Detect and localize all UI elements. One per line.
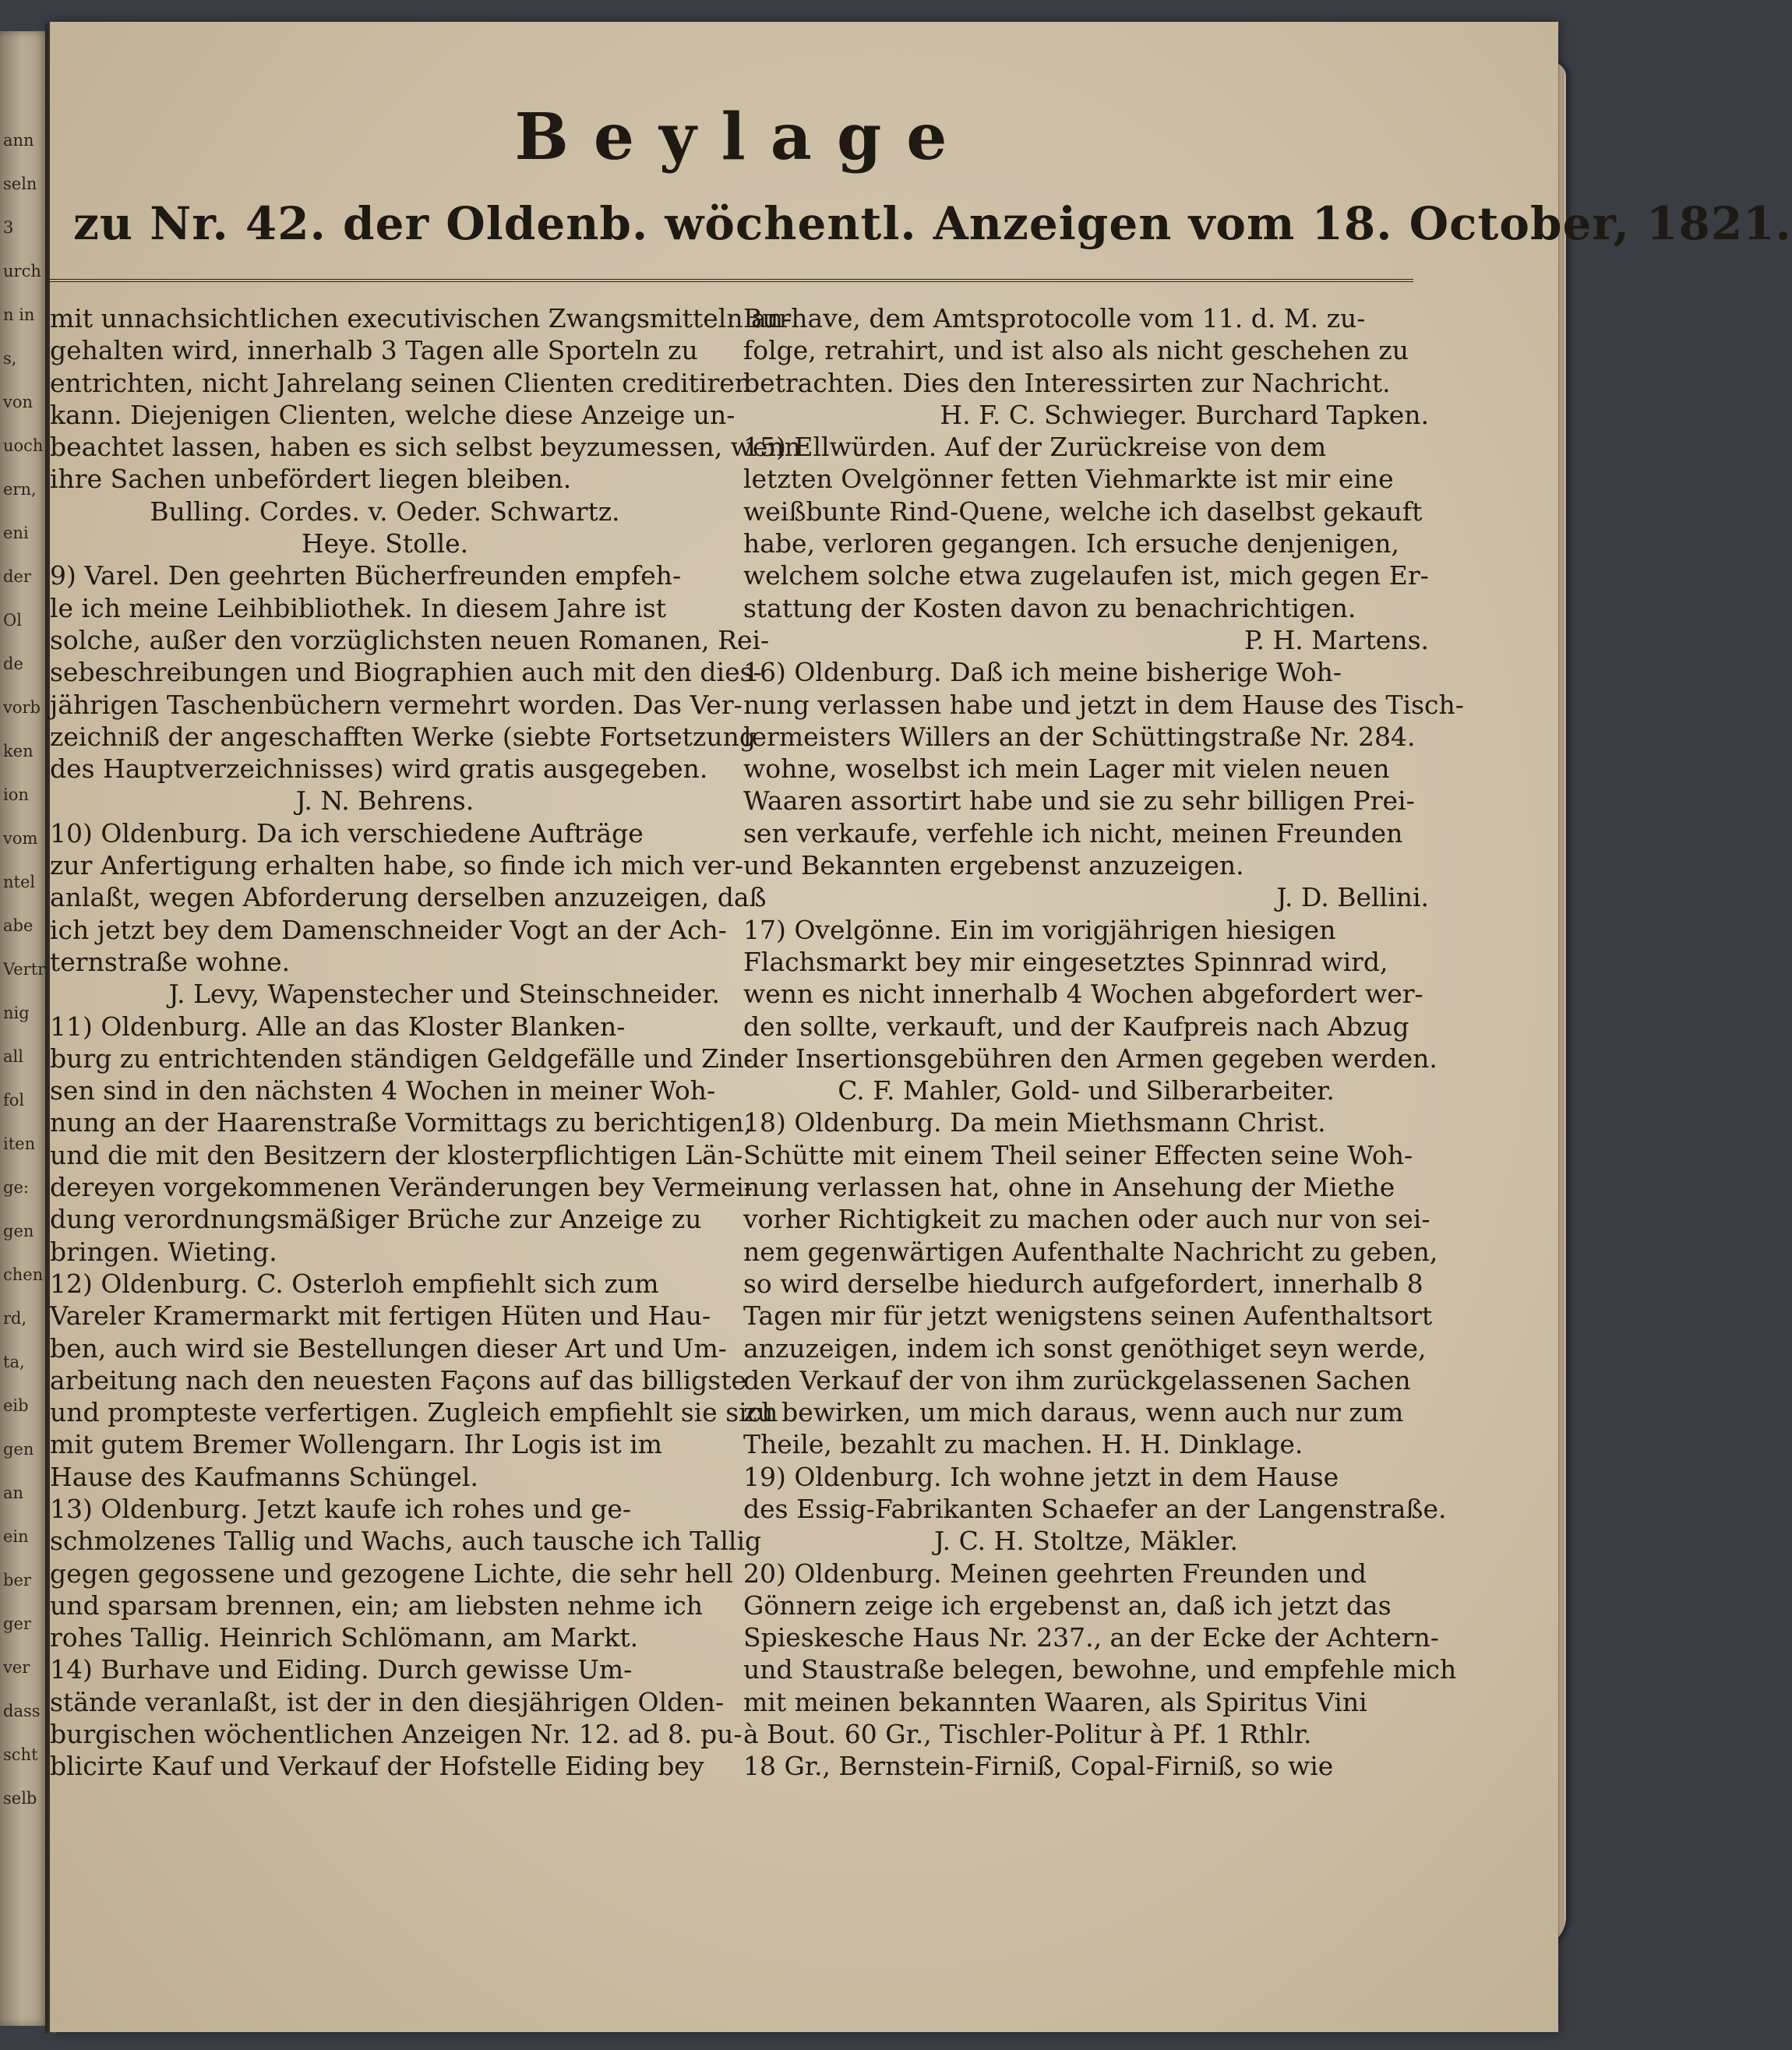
- text-line: und die mit den Besitzern der klosterpflichtigen Län-: [50, 1139, 743, 1170]
- text-line: kann. Diejenigen Clienten, welche diese Anzeige un-: [50, 399, 735, 430]
- facing-page-fragment: vorb: [3, 698, 41, 717]
- facing-page-fragment: selb: [3, 1789, 37, 1808]
- text-line: 11) Oldenburg. Alle an das Kloster Blanken-: [50, 1011, 626, 1042]
- text-line: Vareler Kramermarkt mit fertigen Hüten und Hau-: [50, 1300, 711, 1332]
- facing-page-fragment: von: [3, 393, 34, 411]
- facing-page-fragment: ern,: [3, 480, 37, 499]
- text-line: burg zu entrichtenden ständigen Geldgefälle und Zin-: [50, 1043, 753, 1074]
- text-line: den Verkauf der von ihm zurückgelassenen Sachen: [743, 1364, 1411, 1395]
- text-line: nung verlassen habe und jetzt in dem Hause des Tisch-: [743, 689, 1464, 720]
- text-line: bringen. Wieting.: [50, 1236, 277, 1267]
- text-line: J. Levy, Wapenstecher und Steinschneider.: [168, 979, 720, 1010]
- facing-page-fragment: iten: [3, 1134, 36, 1153]
- text-line: anlaßt, wegen Abforderung derselben anzuzeigen, daß: [50, 882, 767, 913]
- text-line: des Essig-Fabrikanten Schaefer an der Langenstraße.: [743, 1493, 1447, 1524]
- text-line: ihre Sachen unbefördert liegen bleiben.: [50, 464, 572, 495]
- text-line: Schütte mit einem Theil seiner Effecten seine Woh-: [743, 1139, 1413, 1170]
- newspaper-page: [50, 22, 1792, 2032]
- text-line: beachtet lassen, haben es sich selbst beyzumessen, wenn: [50, 432, 801, 463]
- text-line: blicirte Kauf und Verkauf der Hofstelle Eiding bey: [50, 1751, 704, 1782]
- text-line: zu bewirken, um mich daraus, wenn auch nur zum: [743, 1397, 1404, 1428]
- text-line: folge, retrahirt, und ist also als nicht geschehen zu: [743, 335, 1409, 366]
- text-line: à Bout. 60 Gr., Tischler-Politur à Pf. 1 Rthlr.: [743, 1719, 1312, 1750]
- facing-page-fragment: all: [3, 1047, 23, 1066]
- text-line: vorher Richtigkeit zu machen oder auch nur von sei-: [743, 1204, 1430, 1235]
- text-line: dereyen vorgekommenen Veränderungen bey Vermei-: [50, 1172, 753, 1203]
- text-line: mit unnachsichtlichen executivischen Zwangsmitteln an-: [50, 303, 792, 333]
- text-line: nung verlassen hat, ohne in Ansehung der Miethe: [743, 1172, 1395, 1203]
- text-line: 15) Ellwürden. Auf der Zurückreise von dem: [743, 432, 1327, 463]
- text-line: burgischen wöchentlichen Anzeigen Nr. 12. ad 8. pu-: [50, 1719, 743, 1750]
- text-line: und prompteste verfertigen. Zugleich empfiehlt sie sich: [50, 1397, 778, 1428]
- text-line: 9) Varel. Den geehrten Bücherfreunden empfeh-: [50, 560, 682, 591]
- facing-page-fragment: Ol: [3, 611, 22, 630]
- text-line: und sparsam brennen, ein; am liebsten nehme ich: [50, 1590, 703, 1621]
- facing-page-fragment: fol: [3, 1091, 25, 1110]
- text-line: 18 Gr., Bernstein-Firniß, Copal-Firniß, so wie: [743, 1751, 1334, 1782]
- text-line: Waaren assortirt habe und sie zu sehr billigen Prei-: [743, 785, 1415, 817]
- text-column-right: [743, 302, 1464, 1783]
- facing-page-fragment: gen: [3, 1440, 34, 1459]
- text-line: rohes Tallig. Heinrich Schlömann, am Markt.: [50, 1622, 639, 1653]
- text-line: anzuzeigen, indem ich sonst genöthiget seyn werde,: [743, 1332, 1427, 1364]
- facing-page-fragment: ta,: [3, 1353, 25, 1371]
- facing-page-fragment: chen: [3, 1265, 44, 1284]
- text-line: sen sind in den nächsten 4 Wochen in meiner Woh-: [50, 1075, 716, 1106]
- text-line: 10) Oldenburg. Da ich verschiedene Aufträge: [50, 817, 644, 849]
- text-line: J. C. H. Stoltze, Mäkler.: [933, 1526, 1239, 1557]
- header-rule: [50, 279, 1413, 282]
- text-line: Spieskesche Haus Nr. 237., an der Ecke der Achtern-: [743, 1622, 1439, 1653]
- text-line: 19) Oldenburg. Ich wohne jetzt in dem Hause: [743, 1461, 1339, 1492]
- text-line: solche, außer den vorzüglichsten neuen Romanen, Rei-: [50, 624, 770, 655]
- text-line: sen verkaufe, verfehle ich nicht, meinen Freunden: [743, 817, 1403, 849]
- facing-page-fragment: ann: [3, 131, 34, 150]
- text-line: habe, verloren gegangen. Ich ersuche denjenigen,: [743, 528, 1399, 559]
- text-line: gegen gegossene und gezogene Lichte, die sehr hell: [50, 1558, 733, 1589]
- facing-page-fragment: nig: [3, 1004, 30, 1022]
- facing-page-fragment: ver: [3, 1658, 30, 1677]
- facing-page-fragment: ge:: [3, 1178, 29, 1197]
- facing-page-fragment: ber: [3, 1571, 31, 1590]
- text-line: des Hauptverzeichnisses) wird gratis ausgegeben.: [50, 753, 708, 785]
- text-line: H. F. C. Schwieger. Burchard Tapken.: [940, 399, 1429, 430]
- page-title: Beylage: [514, 100, 972, 175]
- text-line: stände veranlaßt, ist der in den diesjährigen Olden-: [50, 1686, 725, 1717]
- text-line: zur Anfertigung erhalten habe, so finde ich mich ver-: [50, 850, 744, 881]
- text-line: entrichten, nicht Jahrelang seinen Clienten creditiren: [50, 367, 752, 398]
- text-line: 13) Oldenburg. Jetzt kaufe ich rohes und ge-: [50, 1493, 631, 1524]
- text-line: arbeitung nach den neuesten Façons auf das billigste: [50, 1364, 747, 1395]
- facing-page-fragment: vom: [3, 829, 38, 848]
- facing-page-fragment: ger: [3, 1614, 31, 1633]
- facing-page-fragment: gen: [3, 1222, 34, 1240]
- text-line: und Bekannten ergebenst anzuzeigen.: [743, 850, 1244, 881]
- facing-page-fragment: uoch: [3, 436, 44, 455]
- text-line: J. D. Bellini.: [1276, 882, 1429, 913]
- text-column-left: [50, 302, 801, 1783]
- facing-page-fragment: rd,: [3, 1309, 27, 1328]
- facing-page-edge: [0, 31, 48, 2026]
- facing-page-fragment: ein: [3, 1527, 29, 1546]
- text-line: sebeschreibungen und Biographien auch mit den dies-: [50, 657, 762, 688]
- text-line: 12) Oldenburg. C. Osterloh empfiehlt sich zum: [50, 1268, 659, 1299]
- text-line: zeichniß der angeschafften Werke (siebte Fortsetzung: [50, 721, 756, 752]
- text-line: J. N. Behrens.: [295, 785, 474, 817]
- text-line: nung an der Haarenstraße Vormittags zu berichtigen,: [50, 1107, 753, 1138]
- facing-page-fragment: Vertr: [3, 960, 46, 979]
- facing-page-fragment: de: [3, 655, 23, 673]
- page-subtitle: zu Nr. 42. der Oldenb. wöchentl. Anzeigen vom 18. October, 1821.: [73, 197, 1792, 250]
- text-line: Tagen mir für jetzt wenigstens seinen Aufenthaltsort: [743, 1300, 1433, 1332]
- text-line: nem gegenwärtigen Aufenthalte Nachricht zu geben,: [743, 1236, 1438, 1267]
- facing-page-fragment: s,: [3, 349, 17, 368]
- text-line: le ich meine Leihbibliothek. In diesem Jahre ist: [50, 592, 666, 623]
- text-line: Hause des Kaufmanns Schüngel.: [50, 1461, 478, 1492]
- text-line: gehalten wird, innerhalb 3 Tagen alle Sporteln zu: [50, 335, 698, 366]
- text-line: dung verordnungsmäßiger Brüche zur Anzeige zu: [50, 1204, 702, 1235]
- text-line: welchem solche etwa zugelaufen ist, mich gegen Er-: [743, 560, 1429, 591]
- facing-page-fragment: dass: [3, 1702, 41, 1720]
- text-line: wenn es nicht innerhalb 4 Wochen abgefordert wer-: [743, 979, 1423, 1010]
- facing-page-fragment: abe: [3, 916, 34, 935]
- facing-page-fragment: 3: [3, 218, 14, 237]
- text-line: der Insertionsgebühren den Armen gegeben werden.: [743, 1043, 1437, 1074]
- text-line: Theile, bezahlt zu machen. H. H. Dinklage.: [743, 1429, 1303, 1460]
- facing-page-fragment: n in: [3, 305, 35, 324]
- text-line: Heye. Stolle.: [301, 528, 469, 559]
- facing-page-fragment: der: [3, 567, 31, 586]
- text-line: Flachsmarkt bey mir eingesetztes Spinnrad wird,: [743, 946, 1388, 977]
- text-line: stattung der Kosten davon zu benachrichtigen.: [743, 592, 1356, 623]
- text-line: 18) Oldenburg. Da mein Miethsmann Christ.: [743, 1107, 1326, 1138]
- facing-page-fragment: seln: [3, 175, 37, 193]
- facing-page-fragment: eib: [3, 1396, 29, 1415]
- text-line: Bulling. Cordes. v. Oeder. Schwartz.: [150, 496, 620, 527]
- text-line: mit meinen bekannten Waaren, als Spiritus Vini: [743, 1686, 1367, 1717]
- text-line: mit gutem Bremer Wollengarn. Ihr Logis ist im: [50, 1429, 662, 1460]
- text-line: ternstraße wohne.: [50, 946, 291, 977]
- facing-page-fragment: an: [3, 1484, 24, 1502]
- text-line: wohne, woselbst ich mein Lager mit vielen neuen: [743, 753, 1390, 785]
- text-line: betrachten. Dies den Interessirten zur Nachricht.: [743, 367, 1391, 398]
- text-line: P. H. Martens.: [1244, 624, 1429, 655]
- text-line: ben, auch wird sie Bestellungen dieser Art und Um-: [50, 1332, 727, 1364]
- facing-page-fragment: urch: [3, 262, 41, 281]
- text-line: jährigen Taschenbüchern vermehrt worden. Das Ver-: [50, 689, 743, 720]
- facing-page-fragment: scht: [3, 1745, 38, 1764]
- text-line: Burhave, dem Amtsprotocolle vom 11. d. M. zu-: [743, 303, 1366, 333]
- text-line: 14) Burhave und Eiding. Durch gewisse Um-: [50, 1654, 633, 1685]
- text-line: lermeisters Willers an der Schüttingstraße Nr. 284.: [743, 721, 1416, 752]
- text-line: 20) Oldenburg. Meinen geehrten Freunden und: [743, 1558, 1367, 1589]
- text-line: letzten Ovelgönner fetten Viehmarkte ist mir eine: [743, 464, 1394, 495]
- text-line: und Staustraße belegen, bewohne, und empfehle mich: [743, 1654, 1457, 1685]
- text-line: so wird derselbe hiedurch aufgefordert, innerhalb 8: [743, 1268, 1423, 1299]
- facing-page-fragment: ion: [3, 785, 29, 804]
- facing-page-fragment: ntel: [3, 873, 36, 891]
- text-line: C. F. Mahler, Gold- und Silberarbeiter.: [838, 1075, 1335, 1106]
- facing-page-fragment: eni: [3, 524, 29, 542]
- text-line: 17) Ovelgönne. Ein im vorigjährigen hiesigen: [743, 914, 1336, 945]
- text-line: ich jetzt bey dem Damenschneider Vogt an der Ach-: [50, 914, 727, 945]
- text-line: Gönnern zeige ich ergebenst an, daß ich jetzt das: [743, 1590, 1392, 1621]
- facing-page-fragment: ken: [3, 742, 34, 760]
- text-line: schmolzenes Tallig und Wachs, auch tausche ich Tallig: [50, 1526, 762, 1557]
- text-line: 16) Oldenburg. Daß ich meine bisherige Woh-: [743, 657, 1342, 688]
- text-line: den sollte, verkauft, und der Kaufpreis nach Abzug: [743, 1011, 1409, 1042]
- text-line: weißbunte Rind-Quene, welche ich daselbst gekauft: [743, 496, 1423, 527]
